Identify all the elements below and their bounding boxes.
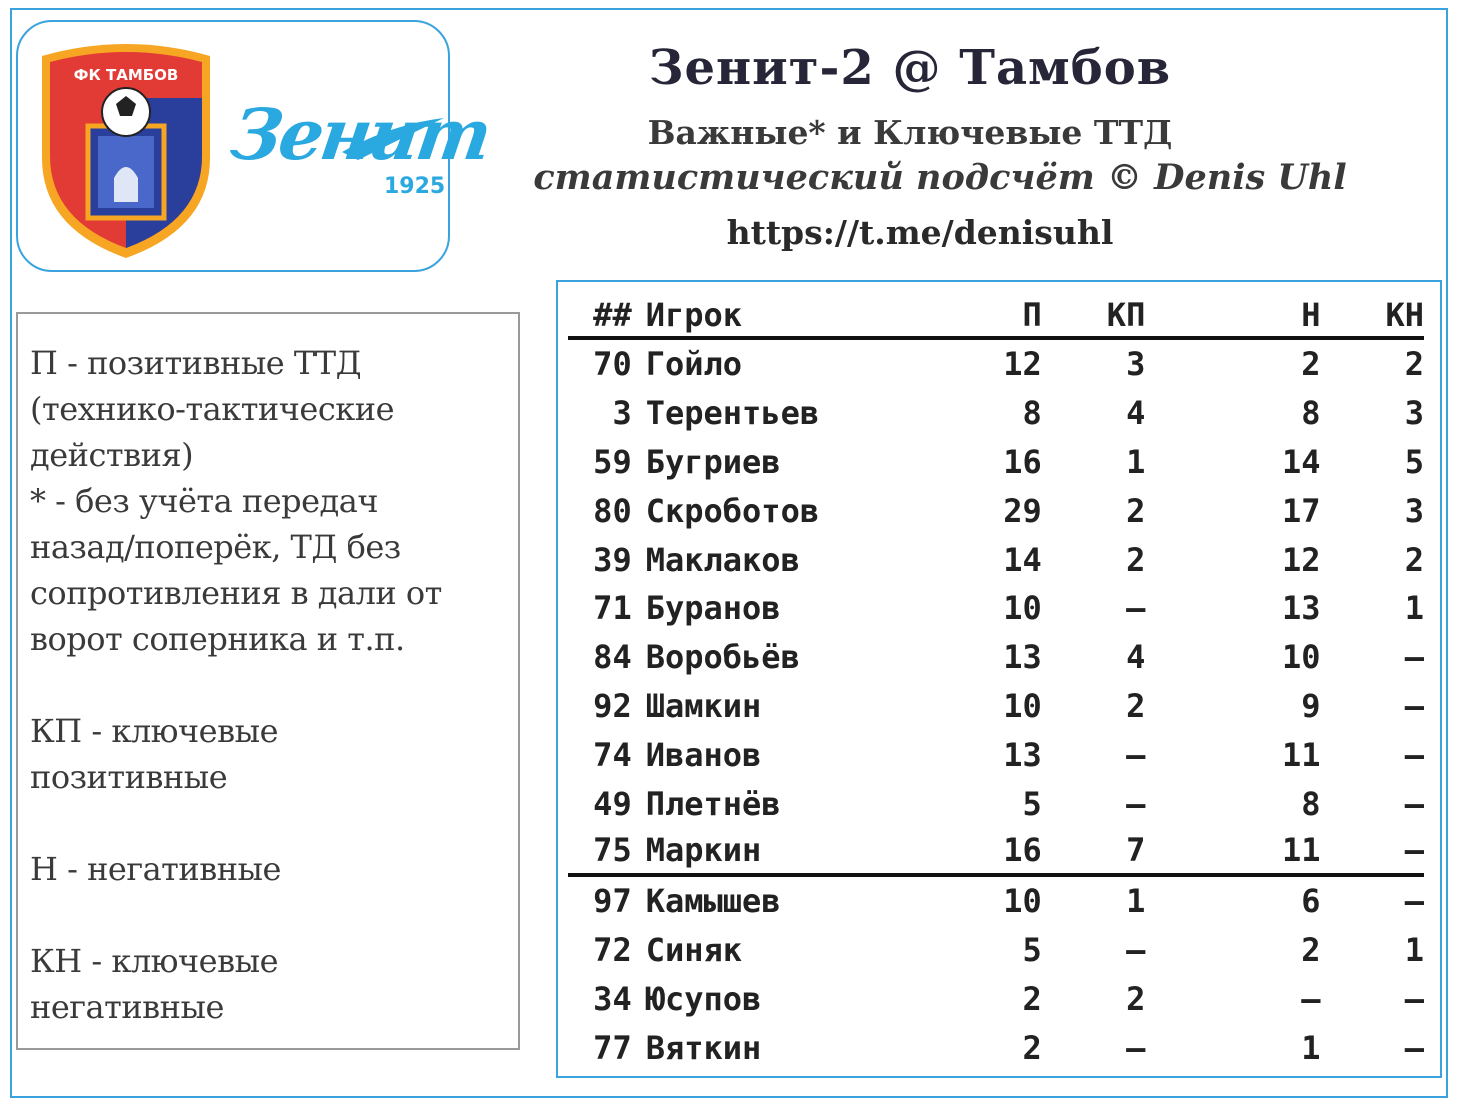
fc-zenit-logo xyxy=(226,93,494,204)
cell-kn: – xyxy=(1404,1028,1425,1067)
cell-kp: 3 xyxy=(1126,345,1146,384)
legend-p-line2: (технико-тактические xyxy=(30,390,394,428)
cell-name: Синяк xyxy=(645,930,743,969)
cell-kn: 3 xyxy=(1404,394,1425,433)
cell-p: 13 xyxy=(1003,638,1042,677)
legend-kn-line1: КН - ключевые xyxy=(30,942,279,980)
legend-p-line3: действия) xyxy=(30,436,194,474)
cell-name: Маклаков xyxy=(645,540,800,579)
cell-kp: – xyxy=(1126,784,1146,823)
cell-kp: 1 xyxy=(1126,442,1146,481)
legend-kp-line2: позитивные xyxy=(30,758,228,796)
cell-kn: 2 xyxy=(1404,540,1425,579)
cell-num: 75 xyxy=(593,831,632,870)
cell-kn: 1 xyxy=(1404,589,1425,628)
cell-kp: – xyxy=(1126,589,1146,628)
table-row xyxy=(568,438,1424,487)
cell-num: 80 xyxy=(593,491,632,530)
cell-n: 8 xyxy=(1301,394,1321,433)
zenit-year: 1925 xyxy=(384,174,446,199)
cell-name: Плетнёв xyxy=(645,784,781,823)
cell-num: 59 xyxy=(593,442,632,481)
cell-p: 5 xyxy=(1022,784,1042,823)
cell-kp: – xyxy=(1126,930,1146,969)
cell-n: 14 xyxy=(1281,442,1321,481)
cell-kn: 2 xyxy=(1404,345,1425,384)
cell-p: 16 xyxy=(1003,442,1042,481)
legend-kp-line1: КП - ключевые xyxy=(30,712,279,750)
cell-name: Камышев xyxy=(645,882,781,921)
legend-p-line: П - позитивные ТТД xyxy=(30,344,362,382)
cell-n: 6 xyxy=(1301,882,1321,921)
cell-p: 2 xyxy=(1022,1028,1042,1067)
cell-kp: 7 xyxy=(1126,831,1146,870)
table-row xyxy=(568,486,1424,535)
cell-num: 34 xyxy=(593,979,632,1018)
cell-n: 11 xyxy=(1281,831,1321,870)
cell-name: Гойло xyxy=(645,345,743,384)
table-body xyxy=(568,340,1424,1072)
cell-kp: 2 xyxy=(1126,979,1146,1018)
header-name: Игрок xyxy=(645,296,743,334)
cell-num: 71 xyxy=(593,589,632,628)
cell-kp: 2 xyxy=(1126,686,1146,725)
cell-kp: 2 xyxy=(1126,540,1146,579)
legend-kn-line2: негативные xyxy=(30,988,224,1026)
cell-p: 10 xyxy=(1003,686,1042,725)
table-row xyxy=(568,682,1424,731)
cell-p: 10 xyxy=(1003,882,1042,921)
cell-kn: – xyxy=(1404,831,1425,870)
table-row xyxy=(568,877,1424,926)
cell-p: 10 xyxy=(1003,589,1042,628)
cell-n: 2 xyxy=(1301,930,1321,969)
cell-kn: 1 xyxy=(1404,930,1425,969)
cell-n: 10 xyxy=(1281,638,1321,677)
cell-p: 29 xyxy=(1003,491,1042,530)
cell-name: Вяткин xyxy=(645,1028,762,1067)
stats-table xyxy=(568,294,1424,1072)
cell-name: Буранов xyxy=(645,589,781,628)
table-row xyxy=(568,828,1424,877)
legend-note-line3: сопротивления в дали от xyxy=(30,574,442,612)
cell-num: 74 xyxy=(593,735,632,774)
cell-kn: – xyxy=(1404,784,1425,823)
cell-kp: 4 xyxy=(1126,638,1146,677)
table-row xyxy=(568,633,1424,682)
cell-kn: 3 xyxy=(1404,491,1425,530)
cell-n: 13 xyxy=(1281,589,1321,628)
cell-kn: 5 xyxy=(1404,442,1425,481)
legend-panel xyxy=(16,312,520,1050)
page-subtitle: Важные* и Ключевые ТТД xyxy=(647,113,1173,152)
cell-p: 5 xyxy=(1022,930,1042,969)
cell-n: 9 xyxy=(1301,686,1321,725)
cell-kp: – xyxy=(1126,735,1146,774)
page-title: Зенит-2 @ Тамбов xyxy=(648,40,1172,96)
cell-kp: – xyxy=(1126,1028,1146,1067)
cell-name: Маркин xyxy=(645,831,762,870)
cell-num: 72 xyxy=(593,930,632,969)
author-credit: статистический подсчёт © Denis Uhl xyxy=(533,157,1347,198)
fc-tambov-logo xyxy=(32,38,220,260)
cell-kn: – xyxy=(1404,638,1425,677)
table-row xyxy=(568,535,1424,584)
header-p: П xyxy=(1022,296,1042,334)
cell-num: 77 xyxy=(593,1028,632,1067)
telegram-link[interactable]: https://t.me/denisuhl xyxy=(726,213,1114,252)
cell-name: Скроботов xyxy=(645,491,820,530)
cell-n: 2 xyxy=(1301,345,1321,384)
legend-note-line4: ворот соперника и т.п. xyxy=(30,620,405,658)
cell-p: 16 xyxy=(1003,831,1042,870)
cell-kp: 2 xyxy=(1126,491,1146,530)
cell-num: 97 xyxy=(593,882,632,921)
zenit-wordmark: Зенит xyxy=(226,93,494,176)
cell-name: Воробьёв xyxy=(645,638,800,677)
cell-name: Бугриев xyxy=(645,442,781,481)
cell-n: 12 xyxy=(1281,540,1321,579)
cell-n: 11 xyxy=(1281,735,1321,774)
cell-num: 92 xyxy=(593,686,632,725)
tambov-badge-text: ФК ТАМБОВ xyxy=(73,66,179,84)
cell-num: 3 xyxy=(612,394,632,433)
table-row xyxy=(568,584,1424,633)
cell-name: Юсупов xyxy=(645,979,762,1018)
cell-n: 1 xyxy=(1301,1028,1321,1067)
cell-n: – xyxy=(1301,979,1321,1018)
stats-table-panel xyxy=(556,280,1442,1078)
legend-note-line2: назад/поперёк, ТД без xyxy=(30,528,401,566)
legend-n-line: Н - негативные xyxy=(30,850,281,888)
header-num: ## xyxy=(593,296,632,334)
header-kn: КН xyxy=(1385,296,1425,334)
cell-num: 70 xyxy=(593,345,632,384)
cell-kp: 4 xyxy=(1126,394,1146,433)
cell-p: 13 xyxy=(1003,735,1042,774)
table-row xyxy=(568,974,1424,1023)
cell-kn: – xyxy=(1404,735,1425,774)
logos-panel xyxy=(16,20,494,272)
cell-name: Иванов xyxy=(645,735,762,774)
table-row xyxy=(568,926,1424,975)
legend-note-line1: * - без учёта передач xyxy=(30,482,378,520)
cell-n: 8 xyxy=(1301,784,1321,823)
cell-kn: – xyxy=(1404,882,1425,921)
cell-name: Терентьев xyxy=(645,394,820,433)
cell-p: 12 xyxy=(1003,345,1042,384)
cell-kn: – xyxy=(1404,979,1425,1018)
cell-p: 14 xyxy=(1003,540,1042,579)
header-n: Н xyxy=(1301,296,1321,334)
table-header xyxy=(568,294,1424,340)
table-row xyxy=(568,779,1424,828)
cell-p: 2 xyxy=(1022,979,1042,1018)
table-row xyxy=(568,1023,1424,1072)
table-row xyxy=(568,730,1424,779)
cell-kn: – xyxy=(1404,686,1425,725)
cell-name: Шамкин xyxy=(645,686,762,725)
cell-n: 17 xyxy=(1281,491,1321,530)
table-row xyxy=(568,389,1424,438)
table-row xyxy=(568,340,1424,389)
cell-kp: 1 xyxy=(1126,882,1146,921)
cell-p: 8 xyxy=(1022,394,1042,433)
cell-num: 39 xyxy=(593,540,632,579)
header-kp: КП xyxy=(1106,296,1146,334)
cell-num: 49 xyxy=(593,784,632,823)
cell-num: 84 xyxy=(593,638,632,677)
